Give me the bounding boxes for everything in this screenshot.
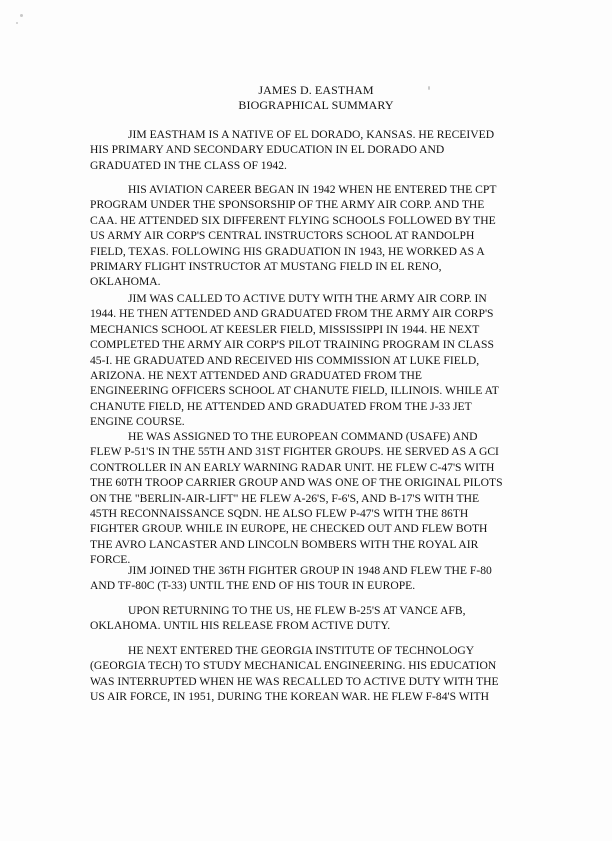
scan-speck — [20, 14, 23, 17]
paragraph-active-duty: JIM WAS CALLED TO ACTIVE DUTY WITH THE ARMY AIR CORP. IN 1944. HE THEN ATTENDED AND GRADUATED FROM THE ARMY AIR CORP'S MECHANICS SCHOOL AT KEESLER FIELD, MISSISSIPPI IN 1944. HE NEXT COMPLETED THE ARMY AIR CORP'S PILOT TRAINING PROGRAM IN CLASS 45-I. HE GRADUATED AND RECEIVED HIS COMMISSION AT LUKE FIELD, ARIZONA. HE NEXT ATTENDED AND GRADUATED FROM THE ENGINEERING OFFICERS SCHOOL AT CHANUTE FIELD, ILLINOIS. WHILE AT CHANUTE FIELD, HE ATTENDED AND GRADUATED FROM THE J-33 JET ENGINE COURSE. — [90, 292, 499, 429]
paragraph-aviation-career: HIS AVIATION CAREER BEGAN IN 1942 WHEN HE ENTERED THE CPT PROGRAM UNDER THE SPONSORSHIP OF THE ARMY AIR CORP. AND THE CAA. HE ATTENDED SIX DIFFERENT FLYING SCHOOLS FOLLOWED BY THE US ARMY AIR CORP'S CENTRAL INSTRUCTORS SCHOOL AT RANDOLPH FIELD, TEXAS. FOLLOWING HIS GRADUATION IN 1943, HE WORKED AS A PRIMARY FLIGHT INSTRUCTOR AT MUSTANG FIELD IN EL RENO, OKLAHOMA. — [90, 183, 497, 289]
paragraph-european-command: HE WAS ASSIGNED TO THE EUROPEAN COMMAND (USAFE) AND FLEW P-51'S IN THE 55TH AND 31ST FIGHTER GROUPS. HE SERVED AS A GCI CONTROLLER IN AN EARLY WARNING RADAR UNIT. HE FLEW C-47'S WITH THE 60TH TROOP CARRIER GROUP AND WAS ONE OF THE ORIGINAL PILOTS ON THE "BERLIN-AIR-LIFT" HE FLEW A-26'S, F-6'S, AND B-17'S WITH THE 45TH RECONNAISSANCE SQDN. HE ALSO FLEW P-47'S WITH THE 86TH FIGHTER GROUP. WHILE IN EUROPE, HE CHECKED OUT AND FLEW BOTH THE AVRO LANCASTER AND LINCOLN BOMBERS WITH THE ROYAL AIR FORCE. — [90, 430, 503, 567]
document-name: JAMES D. EASTHAM — [258, 83, 374, 97]
scan-speck — [16, 22, 18, 24]
document-header — [0, 83, 612, 113]
paragraph-36th-fighter-group: JIM JOINED THE 36TH FIGHTER GROUP IN 1948 AND FLEW THE F-80 AND TF-80C (T-33) UNTIL THE END OF HIS TOUR IN EUROPE. — [90, 564, 492, 593]
paragraph-hometown: JIM EASTHAM IS A NATIVE OF EL DORADO, KANSAS. HE RECEIVED HIS PRIMARY AND SECONDARY EDUCATION IN EL DORADO AND GRADUATED IN THE CLASS OF 1942. — [90, 128, 495, 172]
document-subtitle: BIOGRAPHICAL SUMMARY — [238, 98, 394, 112]
paragraph-return-to-us: UPON RETURNING TO THE US, HE FLEW B-25'S AT VANCE AFB, OKLAHOMA. UNTIL HIS RELEASE FROM ACTIVE DUTY. — [90, 604, 466, 633]
paragraph-georgia-tech: HE NEXT ENTERED THE GEORGIA INSTITUTE OF TECHNOLOGY (GEORGIA TECH) TO STUDY MECHANICAL ENGINEERING. HIS EDUCATION WAS INTERRUPTED WHEN HE WAS RECALLED TO ACTIVE DUTY WITH THE US AIR FORCE, IN 1951, DURING THE KOREAN WAR. HE FLEW F-84'S WITH — [90, 644, 499, 704]
